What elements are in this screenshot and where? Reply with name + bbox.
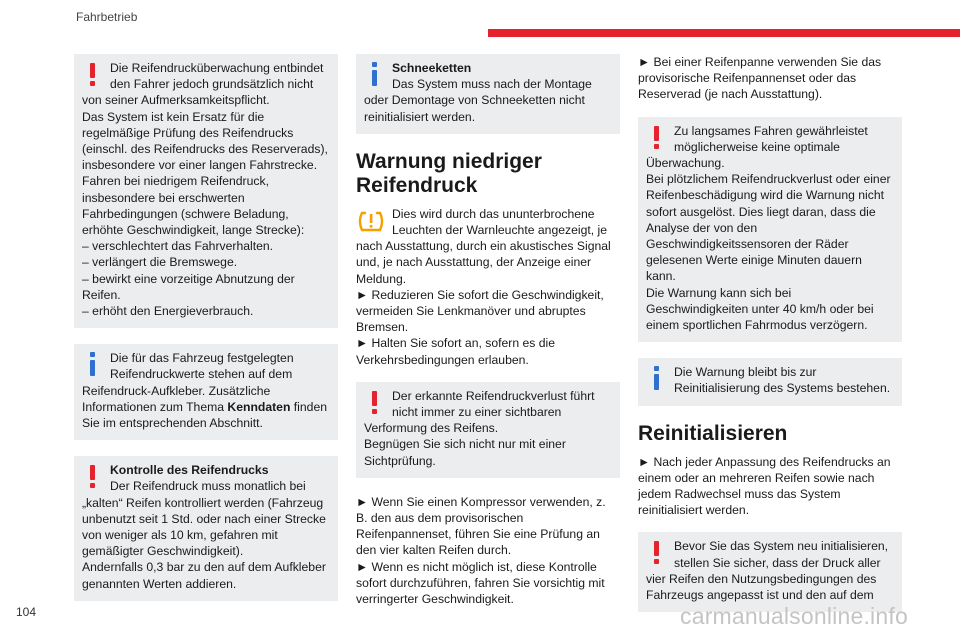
- list-item: – verlängert die Bremswege.: [82, 255, 238, 270]
- warning-box-slow-driving: [638, 117, 902, 343]
- box-paragraph: Andernfalls 0,3 bar zu den auf dem Aufkleber genannten Werten addieren.: [82, 560, 326, 591]
- box-title: Kontrolle des Reifendrucks: [110, 463, 269, 478]
- box-paragraph: Bei plötzlichem Reifendruckverlust oder einer Reifenbeschädigung wird die Warnung nicht sofort ausgelöst. Dies liegt daran, dass die Analyse der von den Geschwindigkeitssensoren der Räder gelesenen Werte einige Minuten dauern kann.: [646, 172, 891, 284]
- paragraph-text: Dies wird durch das ununterbrochene Leuchten der Warnleuchte angezeigt, je nach Ausstattung, durch ein akustisches Signal und, je nach Ausstattung, der Anzeige einer Meldung.: [356, 206, 611, 286]
- info-box-tire-label: [74, 344, 338, 440]
- warning-light-paragraph: [356, 206, 620, 287]
- section-heading: Warnung niedriger Reifendruck: [356, 149, 542, 197]
- box-title: Schneeketten: [392, 61, 472, 75]
- warning-exclamation-icon: [82, 61, 104, 87]
- box-paragraph: Bevor Sie das System neu initialisieren, stellen Sie sicher, dass der Druck aller vier Reifen den Nutzungsbedingungen des Fahrzeugs angepasst ist und den auf dem: [646, 539, 889, 603]
- box-paragraph: Begnügen Sie sich nicht nur mit einer Sichtprüfung.: [364, 437, 566, 468]
- page-number: 104: [16, 605, 37, 619]
- instruction-step: ► Nach jeder Anpassung des Reifendrucks an einem oder an mehreren Reifen sowie nach jedem Radwechsel muss das System reinitialisiert werden.: [638, 454, 891, 518]
- box-paragraph: Der erkannte Reifendruckverlust führt nicht immer zu einer sichtbaren Verformung des Reifens.: [364, 388, 595, 436]
- warning-exclamation-icon: [646, 124, 668, 150]
- instruction-step: ► Reduzieren Sie sofort die Geschwindigkeit, vermeiden Sie Lenkmanöver und abruptes Bremsen.: [356, 287, 604, 335]
- warning-box-pressure-check: [74, 456, 338, 601]
- warning-box-attention: [74, 54, 338, 328]
- warning-box-before-reset: [638, 532, 902, 612]
- warning-exclamation-icon: [82, 463, 104, 489]
- info-icon: [364, 61, 386, 87]
- list-item: – verschlechtert das Fahrverhalten.: [82, 239, 274, 254]
- watermark: carmanualsonline.info: [680, 603, 908, 629]
- warning-exclamation-icon: [364, 389, 386, 415]
- list-item: – erhöht den Energieverbrauch.: [82, 304, 254, 319]
- instruction-step: ► Wenn es nicht möglich ist, diese Kontrolle sofort durchzuführen, fahren Sie vorsichtig mit verringerter Geschwindigkeit.: [356, 559, 605, 607]
- column-2: [356, 54, 620, 621]
- link-keyword: Kenndaten: [227, 399, 291, 414]
- info-box-warning-persists: [638, 358, 902, 405]
- box-paragraph: Der Reifendruck muss monatlich bei „kalten“ Reifen kontrolliert werden (Fahrzeug unbenutzt seit 1 Std. oder nach einer Strecke von weniger als 10 km, gefahren mit gemäßigter Geschwindigkeit).: [82, 479, 326, 559]
- column-1: [74, 54, 338, 617]
- box-paragraph: Das System ist kein Ersatz für die regelmäßige Prüfung des Reifendrucks (einschl. des Reifendrucks des Reserverads), insbesondere vor einer langen Fahrstrecke.: [82, 109, 328, 173]
- info-icon: [82, 351, 104, 377]
- box-paragraph: [82, 350, 330, 431]
- box-text: finden Sie im entsprechenden Abschnitt.: [82, 399, 327, 431]
- box-paragraph: Die Reifendrucküberwachung entbindet den Fahrer jedoch grundsätzlich nicht von seiner Aufmerksamkeitspflicht.: [82, 61, 324, 108]
- box-paragraph: Das System muss nach der Montage oder Demontage von Schneeketten nicht reinitialisiert werden.: [364, 77, 592, 124]
- box-paragraph: Zu langsames Fahren gewährleistet möglicherweise keine optimale Überwachung.: [646, 123, 868, 171]
- tire-pressure-warning-icon: [356, 208, 386, 236]
- instruction-step: ► Halten Sie sofort an, sofern es die Verkehrsbedingungen erlauben.: [356, 336, 556, 367]
- warning-box-visual-check: [356, 382, 620, 478]
- info-box-snow-chains: [356, 54, 620, 134]
- column-3: [638, 54, 902, 628]
- warning-exclamation-icon: [646, 539, 668, 565]
- list-item: – bewirkt eine vorzeitige Abnutzung der Reifen.: [82, 271, 295, 302]
- header-accent-bar: [488, 29, 960, 37]
- instruction-step: ► Bei einer Reifenpanne verwenden Sie das provisorische Reifenpannenset oder das Reserverad (je nach Ausstattung).: [638, 55, 882, 102]
- box-paragraph: Fahren bei niedrigem Reifendruck, insbesondere bei erschwerten Fahrbedingungen (schwere Beladung, erhöhte Geschwindigkeit, lange Strecke):: [82, 174, 305, 238]
- instruction-step: ► Wenn Sie einen Kompressor verwenden, z. B. den aus dem provisorischen Reifenpannenset, führen Sie eine Prüfung an den vier kalten Reifen durch.: [356, 494, 606, 558]
- section-heading: Reinitialisieren: [638, 421, 788, 445]
- box-paragraph: Die Warnung bleibt bis zur Reinitialisierung des Systems bestehen.: [674, 365, 891, 396]
- info-icon: [646, 365, 668, 391]
- box-paragraph: Die Warnung kann sich bei Geschwindigkeiten unter 40 km/h oder bei einem sportlichen Fahrmodus verzögern.: [646, 285, 874, 333]
- running-head: Fahrbetrieb: [76, 10, 138, 24]
- box-text: Die für das Fahrzeug festgelegten Reifendruckwerte stehen auf dem Reifendruck-Aufkleber. Zusätzliche Informationen zum Thema: [82, 351, 294, 414]
